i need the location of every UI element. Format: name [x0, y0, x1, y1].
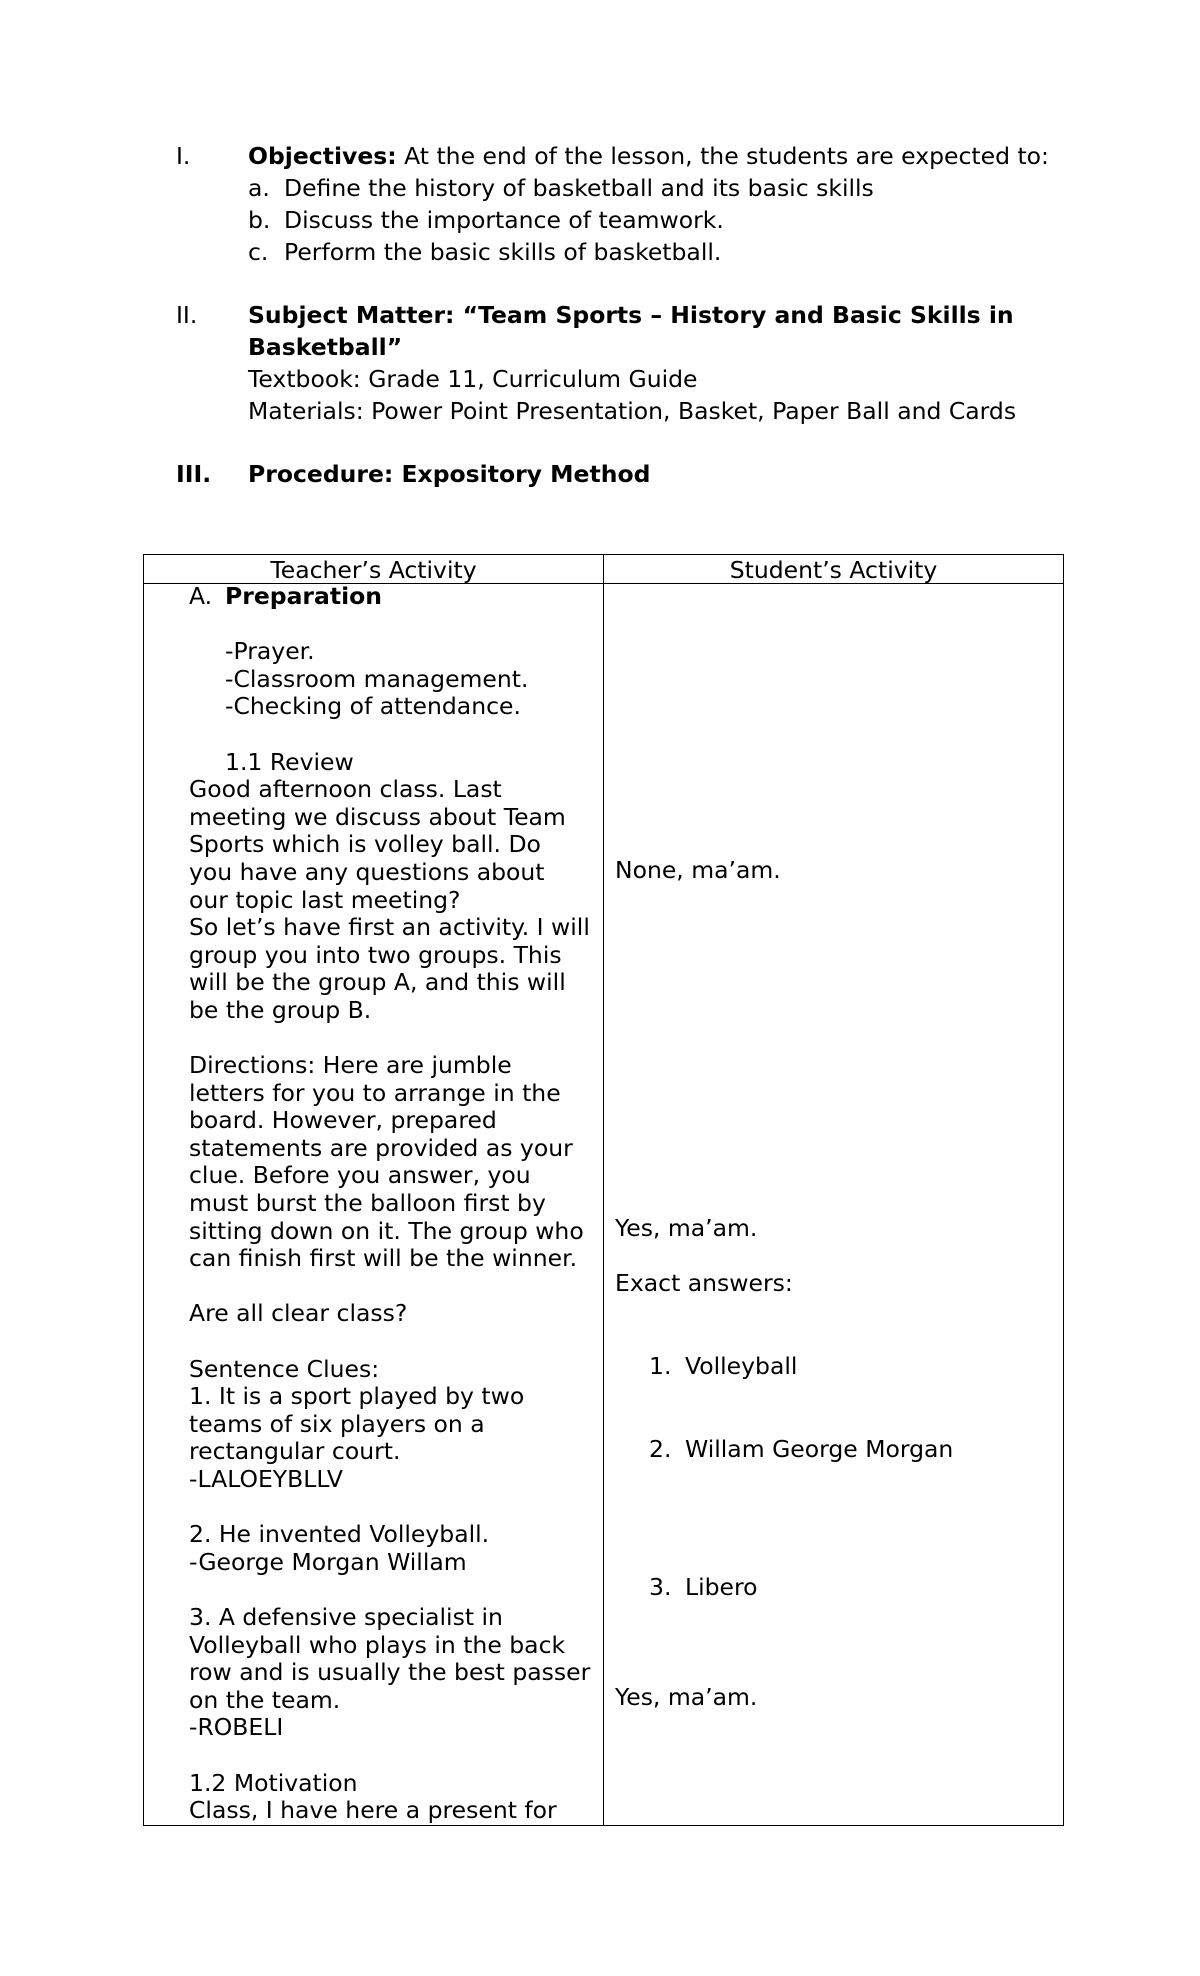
teacher-line	[189, 583, 599, 611]
teacher-activity-cell	[189, 583, 599, 1825]
teacher-line: -LALOEYBLLV	[189, 1465, 343, 1493]
subject-matter-numeral: II.	[176, 301, 198, 329]
objective-item-c: Perform the basic skills of basketball.	[284, 238, 722, 266]
objective-letter-a: a.	[248, 174, 270, 202]
teacher-line: 1. It is a sport played by two	[189, 1382, 525, 1411]
objective-item-a: Define the history of basketball and its basic skills	[284, 174, 874, 202]
teacher-line: rectangular court.	[189, 1437, 401, 1466]
teacher-line	[189, 1576, 599, 1604]
answer-number-3: 3.	[649, 1573, 672, 1601]
textbook-line: Textbook: Grade 11, Curriculum Guide	[248, 365, 698, 393]
teacher-line: letters for you to arrange in the	[189, 1078, 561, 1107]
procedure-numeral: III.	[176, 460, 212, 488]
teacher-line	[189, 1328, 599, 1356]
teacher-line: our topic last meeting?	[189, 885, 461, 914]
student-answer-none: None, ma’am.	[615, 856, 781, 884]
teacher-line: meeting we discuss about Team	[189, 802, 566, 831]
teacher-line	[189, 1025, 599, 1053]
table-column-divider	[603, 555, 604, 1825]
answer-number-1: 1.	[649, 1352, 672, 1380]
student-answer-yes: Yes, ma’am.	[615, 1214, 758, 1242]
teacher-line: you have any questions about	[189, 857, 545, 886]
answer-inventor: Willam George Morgan	[685, 1435, 954, 1463]
student-exact-answers-label: Exact answers:	[615, 1269, 793, 1297]
teacher-line	[189, 721, 599, 749]
teacher-line: -ROBELI	[189, 1713, 284, 1742]
teacher-line: -Checking of attendance.	[225, 692, 521, 721]
objective-item-b: Discuss the importance of teamwork.	[284, 206, 724, 234]
answer-volleyball: Volleyball	[685, 1352, 798, 1380]
teacher-line: -Classroom management.	[225, 664, 529, 693]
teacher-line	[189, 1494, 599, 1522]
teacher-line: 1.1 Review	[225, 747, 354, 776]
student-answer-yes-2: Yes, ma’am.	[615, 1683, 758, 1711]
teacher-line: Volleyball who plays in the back	[189, 1630, 566, 1659]
teacher-line: teams of six players on a	[189, 1409, 485, 1438]
teacher-line	[189, 611, 599, 639]
teacher-line: will be the group A, and this will	[189, 968, 566, 997]
teacher-line: on the team.	[189, 1685, 341, 1714]
subject-matter-heading: Subject Matter: “Team Sports – History and Basic Skills in	[248, 301, 1014, 329]
objective-letter-b: b.	[248, 206, 271, 234]
preparation-heading: Preparation	[225, 582, 383, 610]
teacher-line: Are all clear class?	[189, 1299, 408, 1328]
teacher-line: -George Morgan Willam	[189, 1547, 467, 1576]
teacher-line: statements are provided as your	[189, 1133, 573, 1162]
teacher-line: Good afternoon class. Last	[189, 775, 502, 804]
answer-number-2: 2.	[649, 1435, 672, 1463]
teacher-line: -Prayer.	[225, 637, 315, 666]
preparation-letter: A.	[189, 582, 213, 610]
teacher-line: Class, I have here a present for	[189, 1796, 557, 1825]
teacher-line: Sports which is volley ball. Do	[189, 830, 541, 859]
teacher-line: must burst the balloon first by	[189, 1189, 546, 1218]
teacher-line: group you into two groups. This	[189, 940, 562, 969]
teacher-line: Directions: Here are jumble	[189, 1051, 512, 1080]
teacher-activity-header: Teacher’s Activity	[270, 556, 477, 584]
teacher-line: Sentence Clues:	[189, 1354, 380, 1383]
objectives-intro: At the end of the lesson, the students are expected to:	[396, 142, 1049, 170]
activity-table	[143, 554, 1064, 1826]
teacher-line: sitting down on it. The group who	[189, 1216, 584, 1245]
student-activity-header: Student’s Activity	[729, 556, 938, 584]
teacher-line: 3. A defensive specialist in	[189, 1602, 503, 1631]
objectives-heading: Objectives:	[248, 142, 397, 170]
teacher-line: clue. Before you answer, you	[189, 1161, 531, 1190]
materials-line: Materials: Power Point Presentation, Basket, Paper Ball and Cards	[248, 397, 1017, 425]
teacher-line	[189, 1742, 599, 1770]
objectives-heading-line	[248, 140, 1049, 172]
teacher-line: 2. He invented Volleyball.	[189, 1520, 490, 1549]
objectives-numeral: I.	[176, 142, 191, 170]
procedure-heading: Procedure: Expository Method	[248, 460, 651, 488]
teacher-line	[189, 1273, 599, 1301]
subject-matter-heading-cont: Basketball”	[248, 333, 403, 361]
objective-letter-c: c.	[248, 238, 269, 266]
teacher-line: can finish first will be the winner.	[189, 1244, 578, 1273]
teacher-line: board. However, prepared	[189, 1106, 497, 1135]
teacher-line: 1.2 Motivation	[189, 1768, 358, 1797]
teacher-line: be the group B.	[189, 995, 372, 1024]
teacher-line: So let’s have first an activity. I will	[189, 913, 590, 942]
answer-libero: Libero	[685, 1573, 758, 1601]
teacher-line: row and is usually the best passer	[189, 1658, 591, 1687]
